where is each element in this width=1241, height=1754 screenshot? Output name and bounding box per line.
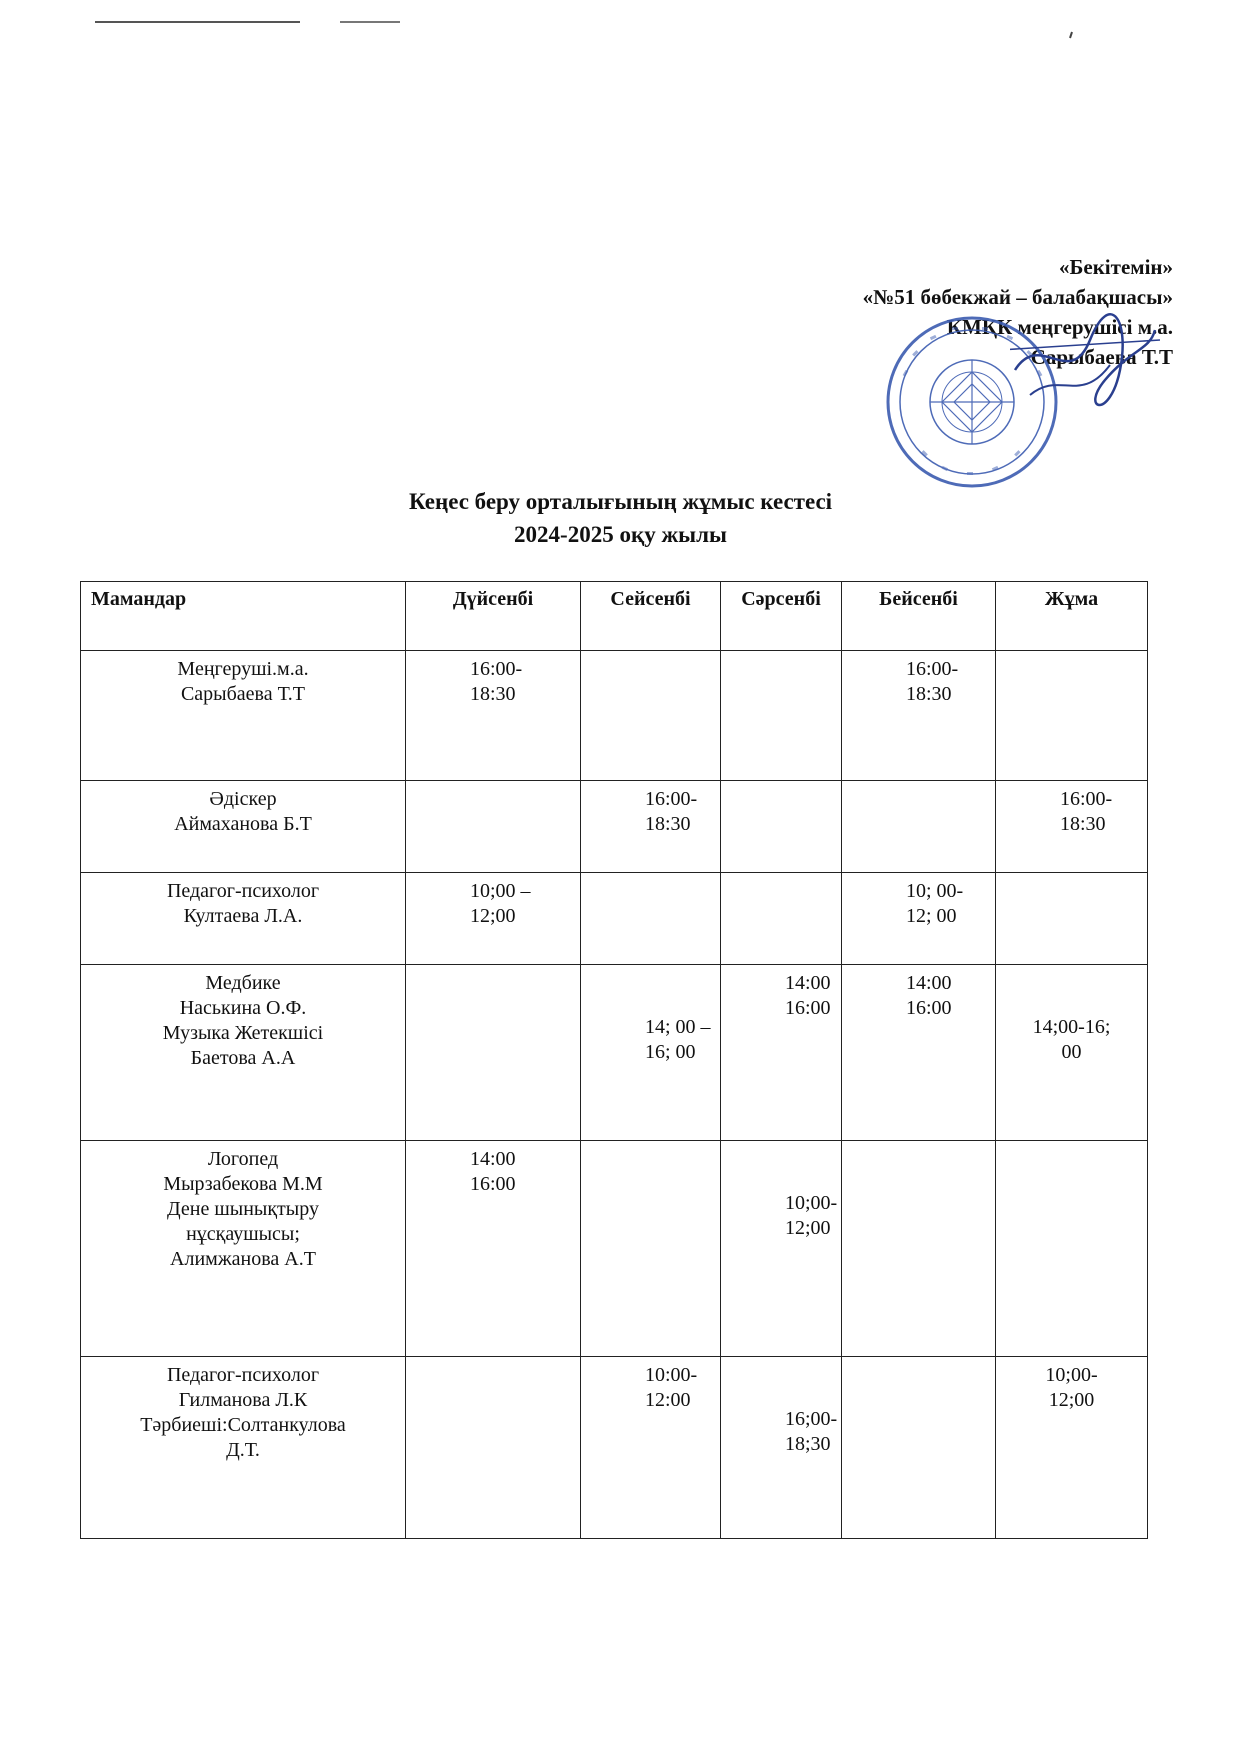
time-line: 18:30 xyxy=(645,813,691,835)
table-header-row xyxy=(81,582,1148,651)
header-monday: Дүйсенбі xyxy=(406,582,581,651)
specialist-line: Музыка Жетекшісі xyxy=(162,1022,324,1044)
specialist-line: Мырзабекова М.М xyxy=(163,1173,323,1195)
header-specialists: Мамандар xyxy=(81,582,406,651)
approval-line-4: Сарыбаева Т.Т xyxy=(1030,345,1173,369)
time-slot-wed xyxy=(721,1357,842,1539)
time-slot-wed xyxy=(721,651,842,781)
time-slot-tue xyxy=(581,1141,721,1357)
time-line: 12;00 xyxy=(1048,1389,1095,1411)
time-line: 10;00 – xyxy=(470,880,531,902)
document-subtitle: 2024-2025 оқу жылы xyxy=(514,522,727,547)
header-thursday: Бейсенбі xyxy=(842,582,996,651)
time-line: 12; 00 xyxy=(906,905,957,927)
time-line: 18:30 xyxy=(906,683,952,705)
time-slot-mon xyxy=(406,965,581,1141)
specialist-line: Дене шынықтыру xyxy=(167,1198,319,1220)
time-slot-fri xyxy=(996,1141,1148,1357)
time-slot-mon xyxy=(406,781,581,873)
specialist-line: Педагог-психолог xyxy=(166,1364,320,1386)
time-slot-thu xyxy=(842,965,996,1141)
time-slot-fri xyxy=(996,1357,1148,1539)
table-row xyxy=(81,873,1148,965)
time-line: 16;00- xyxy=(785,1408,838,1430)
specialist-cell xyxy=(81,873,406,965)
document-title: Кеңес беру орталығының жұмыс кестесі xyxy=(408,489,833,514)
time-slot-mon xyxy=(406,1141,581,1357)
time-line: 10;00- xyxy=(1045,1364,1098,1386)
time-slot-thu xyxy=(842,781,996,873)
schedule-table xyxy=(80,581,1148,1539)
time-line: 10; 00- xyxy=(906,880,964,902)
time-line: 14;00-16; xyxy=(1032,1016,1111,1038)
time-slot-wed xyxy=(721,1141,842,1357)
specialist-cell xyxy=(81,1357,406,1539)
time-line: 12;00 xyxy=(470,905,516,927)
specialist-cell xyxy=(81,651,406,781)
time-slot-fri xyxy=(996,651,1148,781)
time-line: 16:00 xyxy=(906,997,952,1019)
specialist-line: Медбике xyxy=(205,972,281,994)
time-slot-fri xyxy=(996,781,1148,873)
time-slot-mon xyxy=(406,873,581,965)
time-slot-thu xyxy=(842,651,996,781)
table-row xyxy=(81,965,1148,1141)
specialist-line: Алимжанова А.Т xyxy=(170,1248,316,1270)
specialist-line: Баетова А.А xyxy=(190,1047,296,1069)
specialist-line: Култаева Л.А. xyxy=(183,905,303,927)
header-friday: Жұма xyxy=(996,582,1148,651)
time-line: 16:00- xyxy=(906,658,959,680)
time-slot-thu xyxy=(842,1141,996,1357)
specialist-line: Меңгеруші.м.а. xyxy=(177,658,309,680)
time-line: 16:00 xyxy=(785,997,831,1019)
time-line: 16:00 xyxy=(470,1173,516,1195)
time-line: 18:30 xyxy=(1060,813,1106,835)
time-line: 12;00 xyxy=(785,1217,831,1239)
time-slot-tue xyxy=(581,651,721,781)
specialist-cell xyxy=(81,1141,406,1357)
specialist-line: Д.Т. xyxy=(226,1439,260,1461)
specialist-line: Әдіскер xyxy=(209,788,277,810)
approval-line-1: «Бекітемін» xyxy=(1058,255,1173,279)
time-slot-fri xyxy=(996,965,1148,1141)
table-row xyxy=(81,781,1148,873)
time-line: 14; 00 – xyxy=(645,1016,711,1038)
time-slot-thu xyxy=(842,873,996,965)
time-line: 10:00- xyxy=(645,1364,698,1386)
table-row xyxy=(81,651,1148,781)
header-tuesday: Сейсенбі xyxy=(581,582,721,651)
specialist-line: Наськина О.Ф. xyxy=(179,997,307,1019)
time-slot-tue xyxy=(581,873,721,965)
table-row xyxy=(81,1357,1148,1539)
signature-icon xyxy=(1010,310,1160,420)
time-line: 12:00 xyxy=(645,1389,691,1411)
time-slot-tue xyxy=(581,965,721,1141)
time-line: 16:00- xyxy=(645,788,698,810)
time-line: 16:00- xyxy=(1060,788,1113,810)
time-slot-mon xyxy=(406,1357,581,1539)
time-line: 18;30 xyxy=(785,1433,831,1455)
time-slot-thu xyxy=(842,1357,996,1539)
specialist-line: Сарыбаева Т.Т xyxy=(180,683,306,705)
header-wednesday: Сәрсенбі xyxy=(721,582,842,651)
specialist-cell xyxy=(81,781,406,873)
time-line: 16:00- xyxy=(470,658,523,680)
time-slot-wed xyxy=(721,965,842,1141)
time-line: 14:00 xyxy=(906,972,952,994)
specialist-line: Аймаханова Б.Т xyxy=(174,813,312,835)
time-line: 14:00 xyxy=(785,972,831,994)
specialist-cell xyxy=(81,965,406,1141)
table-row xyxy=(81,1141,1148,1357)
time-line: 14:00 xyxy=(470,1148,516,1170)
time-line: 00 xyxy=(1061,1041,1082,1063)
time-slot-tue xyxy=(581,781,721,873)
time-line: 18:30 xyxy=(470,683,516,705)
scan-edge-marks xyxy=(0,0,1241,40)
approval-line-2: «№51 бөбекжай – балабақшасы» xyxy=(862,285,1173,309)
time-slot-wed xyxy=(721,781,842,873)
specialist-line: нұсқаушысы; xyxy=(186,1223,300,1245)
time-slot-fri xyxy=(996,873,1148,965)
time-line: 10;00- xyxy=(785,1192,838,1214)
approval-line-3: КМҚК меңгерушісі м.а. xyxy=(946,315,1173,339)
time-slot-mon xyxy=(406,651,581,781)
specialist-line: Логопед xyxy=(207,1148,279,1170)
specialist-line: Педагог-психолог xyxy=(166,880,320,902)
time-slot-tue xyxy=(581,1357,721,1539)
specialist-line: Тәрбиеші:Солтанкулова xyxy=(140,1414,346,1436)
specialist-line: Гилманова Л.К xyxy=(178,1389,308,1411)
time-slot-wed xyxy=(721,873,842,965)
time-line: 16; 00 xyxy=(645,1041,696,1063)
